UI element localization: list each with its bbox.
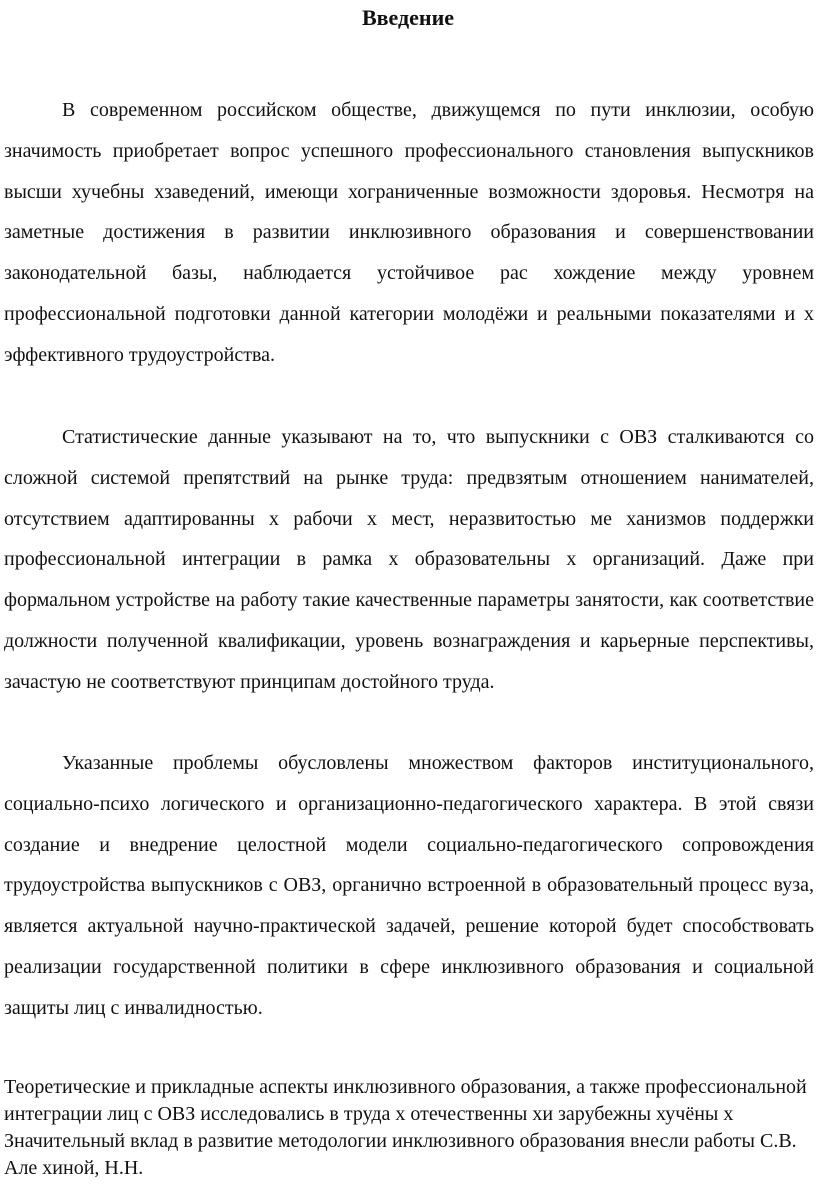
- paragraph-intro: В современном российском обществе, движущемся по пути инклюзии, особую значимость приобретает вопрос успешного профессионального становления выпускников высши хучебны хзаведений, имеющи хограниченные возможности здоровья. Несмотря на заметные достижения в развитии инклюзивного образования и совершенствовании законодательной базы, наблюдается устойчивое рас хождение между уровнем профессиональной подготовки данной категории молодёжи и реальными показателями и х эффективного трудоустройства.: [4, 99, 814, 366]
- paragraph-statistics: Статистические данные указывают на то, что выпускники с ОВЗ сталкиваются со сложной системой препятствий на рынке труда: предвзятым отношением нанимателей, отсутствием адаптированны х рабочи х мест, неразвитостью ме ханизмов поддержки профессиональной интеграции в рамка х образовательны х организаций. Даже при формальном устройстве на работу такие качественные параметры занятости, как соответствие должности полученной квалификации, уровень вознаграждения и карьерные перспективы, зачастую не соответствуют принципам достойного труда.: [4, 426, 814, 693]
- page-title: Введение: [361, 5, 455, 30]
- paragraph-problems: Указанные проблемы обусловлены множеством факторов институционального, социально-психо логического и организационно-педагогического характера. В этой связи создание и внедрение целостной модели социально-педагогического сопровождения трудоустройства выпускников с ОВЗ, органично встроенной в образовательный процесс вуза, является актуальной научно-практической задачей, решение которой будет способствовать реализации государственной политики в сфере инклюзивного образования и социальной защиты лиц с инвалидностью.: [4, 752, 814, 1019]
- paragraph-theory: Теоретические и прикладные аспекты инклюзивного образования, а также профессиональной интеграции лиц с ОВЗ исследовались в труда х отечественны хи зарубежны хучёны х Значительный вклад в развитие методологии инклюзивного образования внесли работы С.В. Але хиной, Н.Н.: [4, 1076, 807, 1179]
